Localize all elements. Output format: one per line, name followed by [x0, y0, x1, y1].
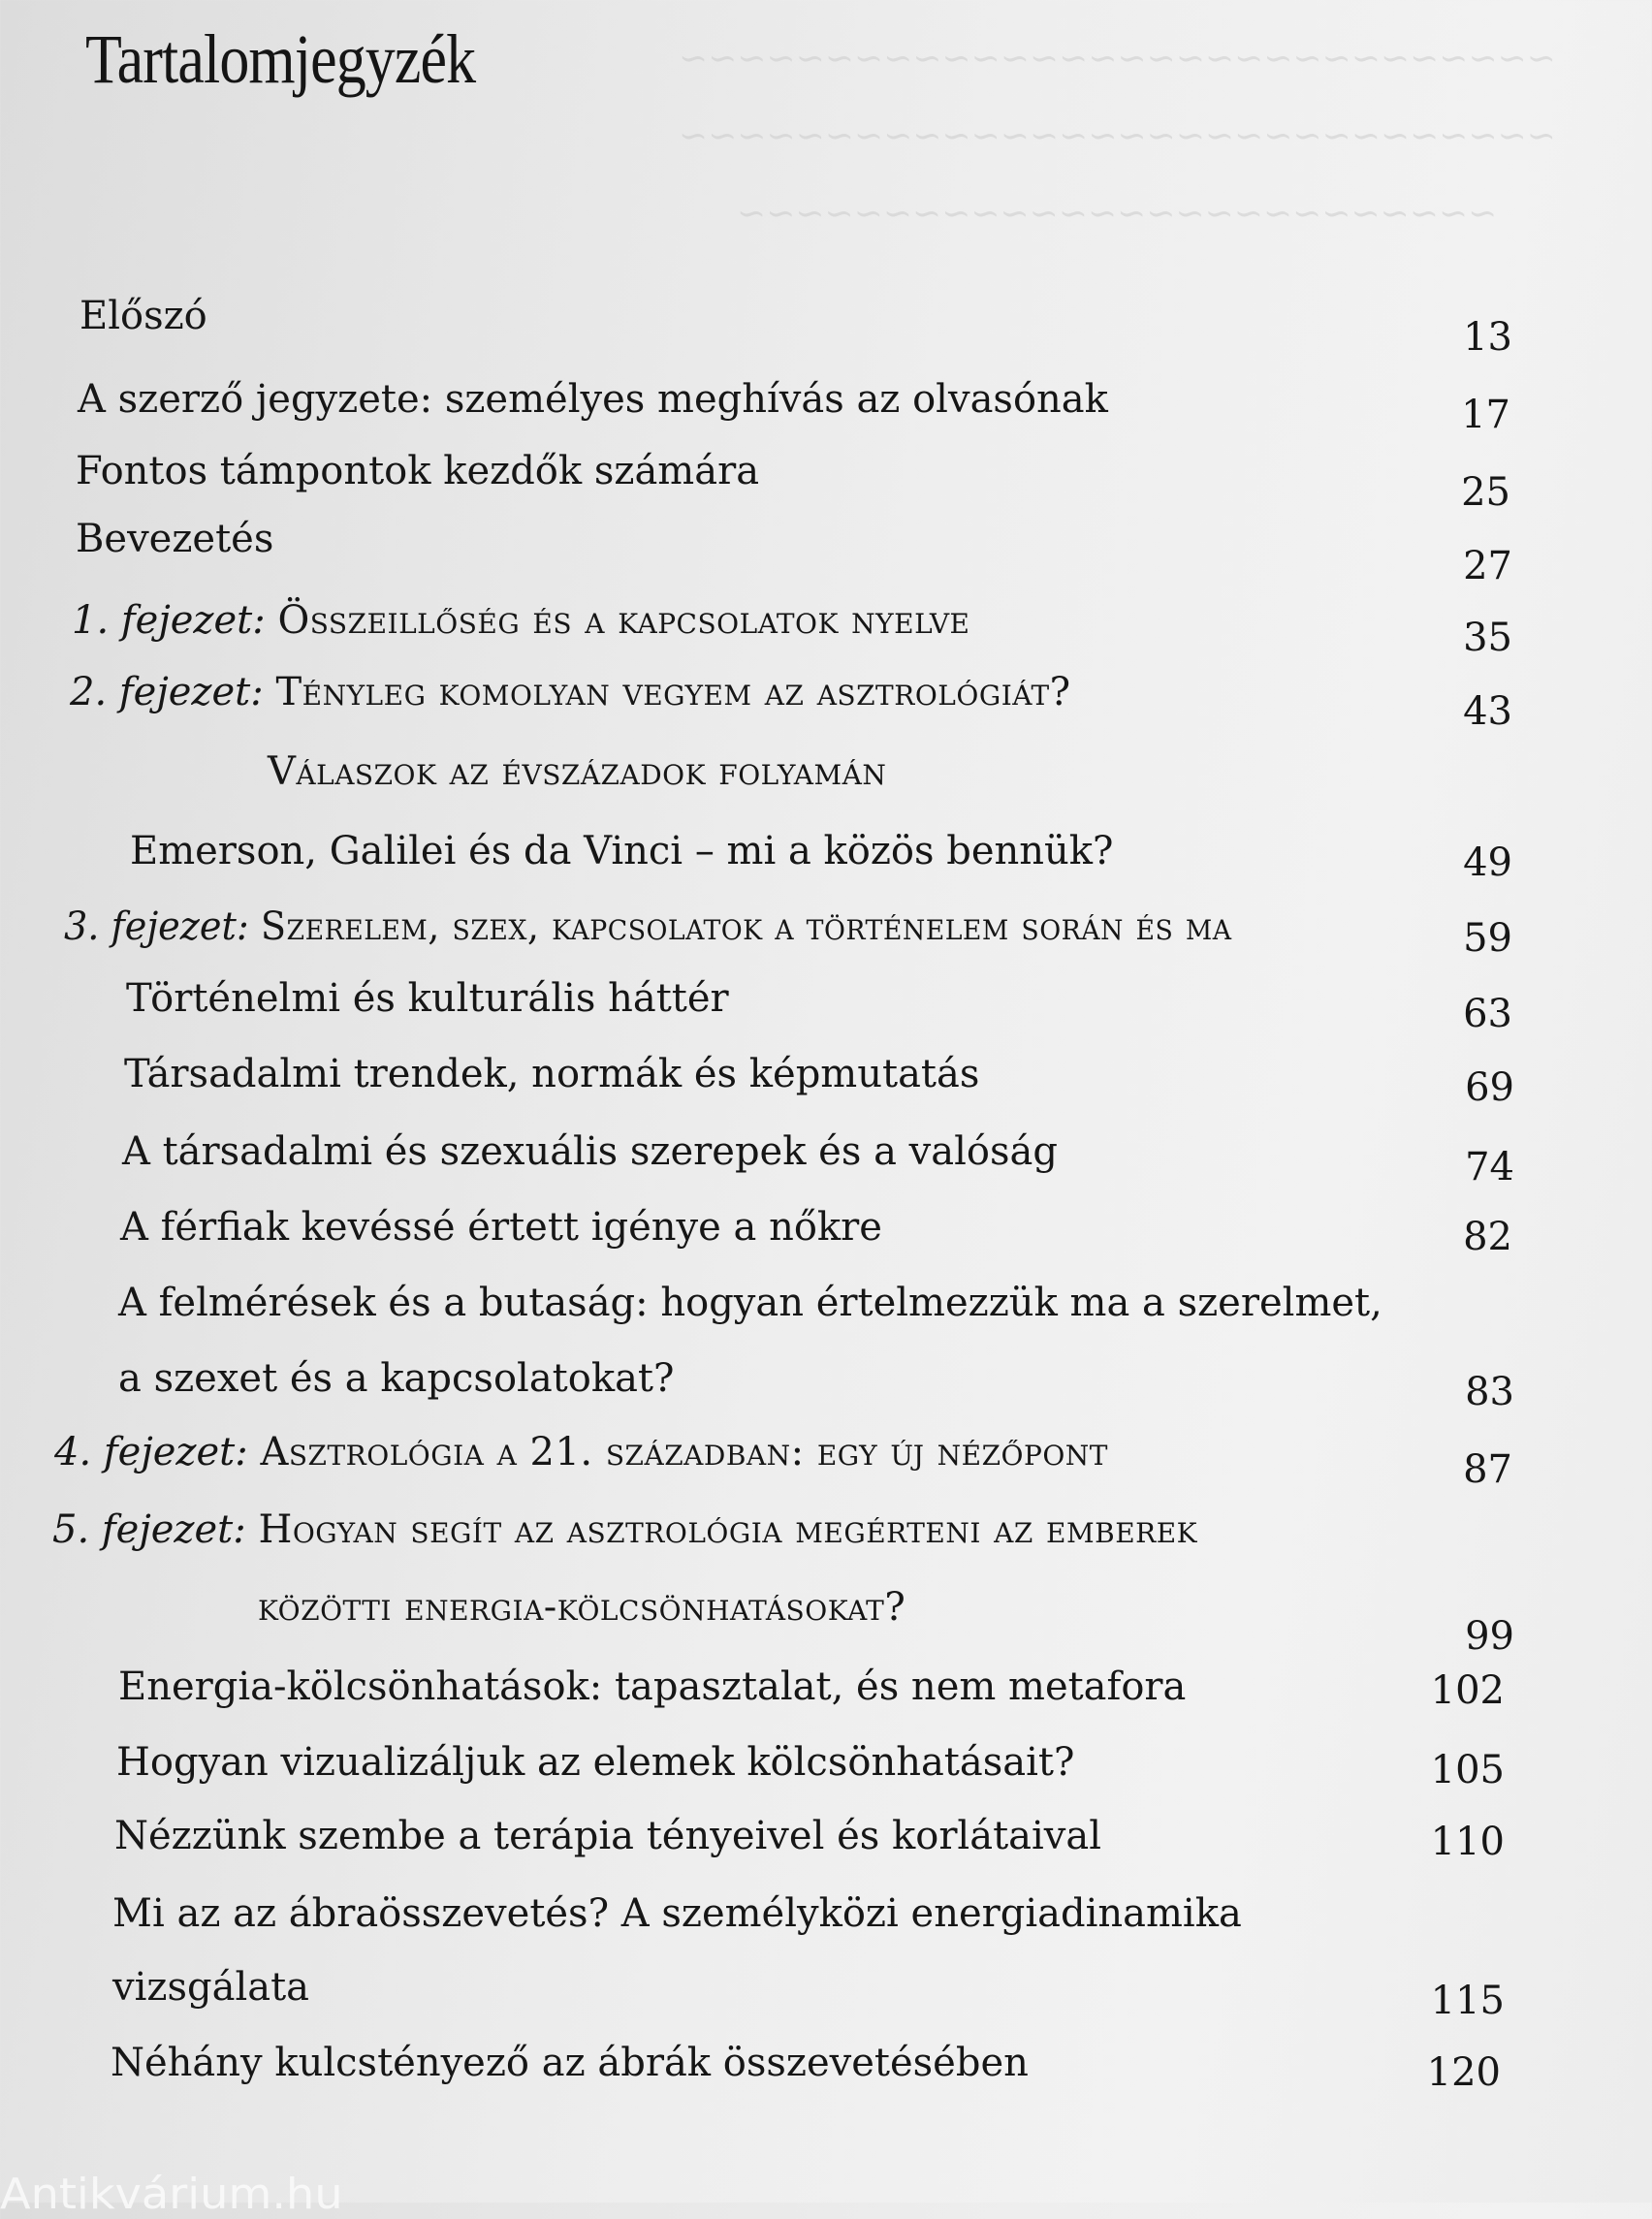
toc-entry: [112, 1886, 1505, 1945]
toc-entry-page: 83: [1465, 1370, 1514, 1414]
chapter-label: 5. fejezet:: [52, 1507, 246, 1552]
toc-entry-page: 110: [1430, 1820, 1505, 1864]
toc-entry-page: 49: [1463, 840, 1512, 885]
toc-entry-title: Fontos támpontok kezdők számára: [76, 449, 760, 493]
toc-entry-title: Előszó: [79, 294, 207, 338]
toc-entry: [116, 1735, 1505, 1793]
bleed-through-decoration: ~~~~~~~~~~~~~~~~~~~~~~~~~~~~~~: [679, 39, 1556, 79]
toc-entry: [130, 824, 1512, 885]
toc-entry-title: a szexet és a kapcsolatokat?: [118, 1356, 675, 1401]
chapter-title: Összeillőség és a kapcsolatok nyelve: [277, 598, 970, 643]
page-title: Tartalomjegyzék: [85, 20, 476, 98]
toc-entry-page: 43: [1463, 689, 1512, 734]
toc-entry-page: 115: [1430, 1979, 1505, 2023]
chapter-title: Hogyan segít az asztrológia megérteni az emberek: [258, 1507, 1198, 1552]
chapter-label: 2. fejezet:: [70, 670, 264, 714]
toc-entry: [78, 372, 1510, 437]
toc-chapter-entry: [64, 900, 1512, 961]
chapter-title: Asztrológia a 21. században: egy új nézőpont: [260, 1430, 1108, 1474]
toc-entry-title: Hogyan vizualizáljuk az elemek kölcsönhatásait?: [116, 1740, 1075, 1785]
toc-chapter-entry-continued: [258, 1580, 1514, 1659]
toc-chapter-entry: [72, 593, 1512, 660]
toc-entry-title: A felmérések és a butaság: hogyan értelmezzük ma a szerelmet,: [118, 1281, 1382, 1325]
watermark: Antikvárium.hu: [0, 2170, 343, 2219]
toc-entry: [111, 2036, 1501, 2094]
bleed-through-decoration: ~~~~~~~~~~~~~~~~~~~~~~~~~~: [737, 194, 1498, 234]
toc-entry-page: 69: [1465, 1065, 1514, 1110]
toc-entry-title: Bevezetés: [76, 517, 274, 561]
chapter-label: 3. fejezet:: [64, 904, 249, 949]
toc-entry-title: A szerző jegyzete: személyes meghívás az olvasónak: [78, 377, 1108, 422]
toc-entry-page: 63: [1463, 992, 1512, 1036]
toc-entry: [118, 1276, 1514, 1334]
toc-entry-page: 87: [1463, 1447, 1512, 1492]
toc-entry: [114, 1809, 1505, 1867]
toc-entry-page: 102: [1430, 1668, 1505, 1713]
toc-entry-page: 35: [1463, 616, 1512, 660]
chapter-title: Tényleg komolyan vegyem az asztrológiát?: [275, 670, 1071, 714]
toc-entry-title: Emerson, Galilei és da Vinci – mi a közös bennük?: [130, 829, 1114, 873]
chapter-title: Szerelem, szex, kapcsolatok a történelem során és ma: [260, 904, 1232, 949]
toc-entry: [120, 1200, 1512, 1258]
toc-entry-title: A társadalmi és szexuális szerepek és a valóság: [122, 1129, 1058, 1174]
toc-entry-title: vizsgálata: [112, 1965, 310, 2010]
chapter-title-continued: Válaszok az évszázadok folyamán: [268, 749, 887, 794]
toc-entry: [118, 1660, 1505, 1718]
toc-chapter-entry: [70, 665, 1512, 734]
toc-entry: [79, 289, 1512, 360]
toc-entry: [112, 1960, 1505, 2023]
toc-entry: [76, 444, 1510, 515]
toc-entry-title: Energia-kölcsönhatások: tapasztalat, és nem metafora: [118, 1664, 1187, 1709]
toc-entry-title: A férfiak kevéssé értett igénye a nőkre: [120, 1205, 882, 1250]
bleed-through-decoration: ~~~~~~~~~~~~~~~~~~~~~~~~~~~~~~: [679, 116, 1556, 156]
toc-entry-page: 120: [1426, 2050, 1501, 2095]
chapter-label: 4. fejezet:: [54, 1430, 248, 1474]
toc-entry-page: 17: [1461, 393, 1510, 437]
toc-chapter-entry: [52, 1503, 1512, 1561]
toc-entry-page: 105: [1430, 1748, 1505, 1792]
toc-chapter-entry: [54, 1425, 1512, 1492]
toc-entry-page: 59: [1463, 916, 1512, 961]
toc-entry-page: 82: [1463, 1215, 1512, 1259]
toc-entry-title: Néhány kulcstényező az ábrák összevetésében: [111, 2041, 1029, 2085]
toc-entry: [126, 971, 1512, 1036]
toc-entry: [122, 1125, 1514, 1189]
toc-entry-title: Társadalmi trendek, normák és képmutatás: [124, 1052, 980, 1096]
toc-entry-title: Történelmi és kulturális háttér: [126, 976, 729, 1021]
toc-entry: [118, 1351, 1514, 1414]
toc-entry: [76, 512, 1512, 588]
toc-chapter-entry-continued: [268, 745, 1512, 803]
toc-entry-page: 99: [1465, 1614, 1514, 1659]
toc-entry-page: 74: [1465, 1145, 1514, 1189]
chapter-label: 1. fejezet:: [72, 598, 266, 643]
toc-entry-page: 25: [1461, 470, 1510, 515]
toc-entry-title: Nézzünk szembe a terápia tényeivel és korlátaival: [114, 1814, 1102, 1858]
toc-entry-title: Mi az az ábraösszevetés? A személyközi energiadinamika: [112, 1891, 1242, 1936]
toc-entry-page: 27: [1463, 544, 1512, 588]
chapter-title-continued: közötti energia-kölcsönhatásokat?: [258, 1585, 906, 1630]
toc-entry-page: 13: [1463, 315, 1512, 360]
toc-entry: [124, 1047, 1514, 1110]
